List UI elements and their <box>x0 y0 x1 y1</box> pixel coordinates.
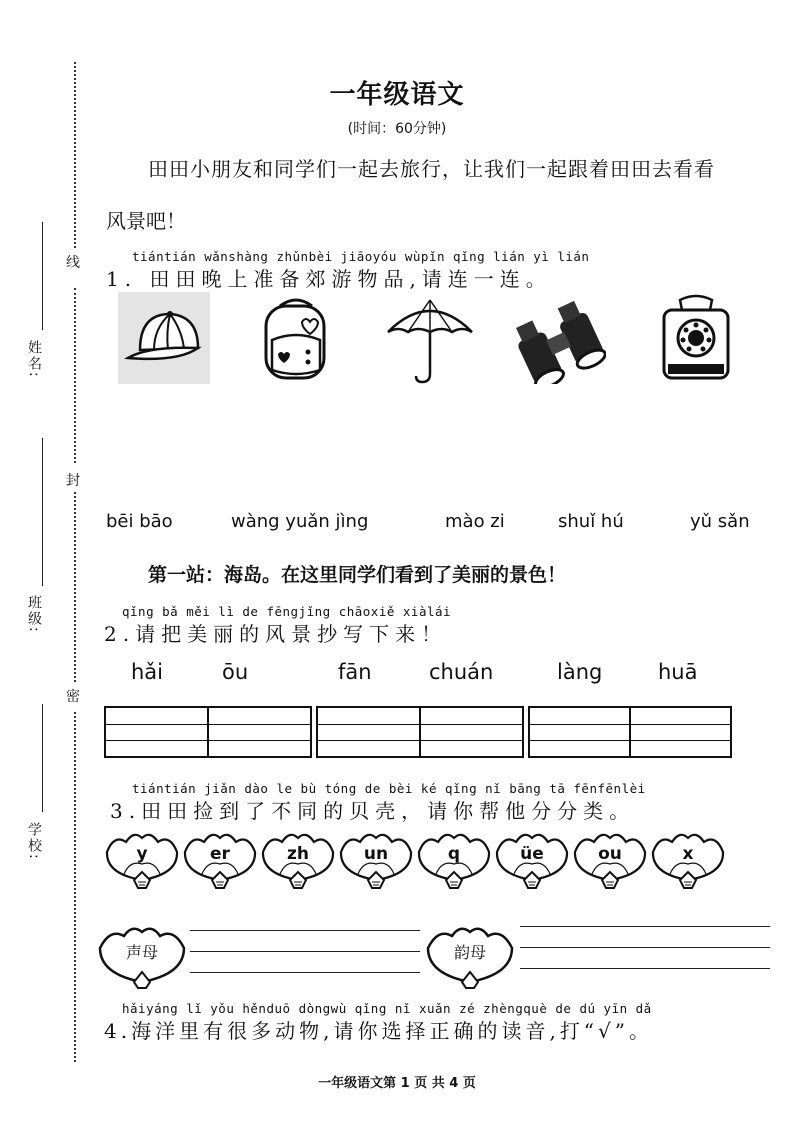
shell-card[interactable] <box>650 830 726 892</box>
shell-letter: er <box>210 844 230 864</box>
word-beibao[interactable]: bēi bāo <box>106 511 173 532</box>
station-1-heading: 第一站：海岛。在这里同学们看到了美丽的景色！ <box>148 564 567 586</box>
word-maozi[interactable]: mào zi <box>445 511 505 532</box>
syllable-fan: fān <box>338 660 372 684</box>
shell-letter: q <box>447 844 461 864</box>
syllable-ou: ōu <box>222 660 249 684</box>
q2-text: 2.请把美丽的风景抄写下来！ <box>104 622 448 646</box>
binoculars-icon[interactable] <box>506 292 598 384</box>
word-wangyuanjing[interactable]: wàng yuǎn jìng <box>231 511 369 532</box>
shell-card[interactable] <box>572 830 648 892</box>
answer-line[interactable] <box>520 968 770 969</box>
exam-duration: (时间：60分钟) <box>347 121 447 137</box>
umbrella-icon[interactable] <box>384 292 476 384</box>
shell-letter: x <box>682 844 694 864</box>
syllable-lang: làng <box>557 660 603 684</box>
dotted-cut-line <box>74 712 76 1062</box>
dotted-cut-line <box>74 288 76 463</box>
shell-letter: zh <box>287 844 309 864</box>
q1-pinyin: tiántián wǎnshàng zhǔnbèi jiāoyóu wùpǐn qǐng lián yì lián <box>132 249 590 264</box>
school-write-line[interactable] <box>42 704 43 812</box>
shell-card[interactable] <box>182 830 258 892</box>
shell-letter: üe <box>520 844 544 864</box>
seal-char-feng: 封 <box>66 468 80 492</box>
writing-cell[interactable] <box>106 708 209 756</box>
cap-icon[interactable] <box>118 292 210 384</box>
answer-line[interactable] <box>190 951 420 952</box>
writing-cell[interactable] <box>530 708 631 756</box>
backpack-icon[interactable] <box>250 292 342 384</box>
q1-text: 1. 田田晚上准备郊游物品,请连一连。 <box>106 267 552 291</box>
writing-cell[interactable] <box>318 708 421 756</box>
intro-line-1: 田田小朋友和同学们一起去旅行，让我们一起跟着田田去看看 <box>148 157 715 181</box>
telephone-icon[interactable] <box>650 292 742 384</box>
category-shell-yunmu <box>424 922 516 990</box>
word-shuihu[interactable]: shuǐ hú <box>558 511 624 532</box>
answer-line[interactable] <box>190 930 420 931</box>
page-title: 一年级语文 <box>329 80 465 110</box>
class-label: 班级: <box>26 595 42 634</box>
school-label: 学校: <box>26 822 42 861</box>
shell-letter: un <box>363 844 389 864</box>
writing-cell[interactable] <box>631 708 730 756</box>
writing-cell[interactable] <box>421 708 522 756</box>
seal-char-xian: 线 <box>66 250 80 274</box>
q3-text: 3.田田捡到了不同的贝壳，请你帮他分分类。 <box>110 799 636 823</box>
dotted-cut-line <box>74 492 76 682</box>
name-write-line[interactable] <box>42 222 43 330</box>
intro-line-2: 风景吧！ <box>106 209 186 233</box>
syllable-hua: huā <box>658 660 698 684</box>
syllable-hai: hǎi <box>131 660 164 684</box>
shell-card[interactable] <box>494 830 570 892</box>
page-footer: 一年级语文第 1 页 共 4 页 <box>318 1076 476 1091</box>
answer-line[interactable] <box>520 926 770 927</box>
seal-char-mi: 密 <box>66 684 80 708</box>
shell-letter: ou <box>598 844 622 864</box>
q4-text: 4.海洋里有很多动物,请你选择正确的读音,打“√”。 <box>104 1019 653 1043</box>
answer-line[interactable] <box>190 972 420 973</box>
writing-grid-langhua[interactable] <box>528 706 732 758</box>
q4-pinyin: hǎiyáng lǐ yǒu hěnduō dòngwù qǐng nǐ xuǎn zé zhèngquè de dú yīn dǎ <box>122 1001 652 1016</box>
q3-pinyin: tiántián jiǎn dào le bù tóng de bèi ké qǐng nǐ bāng tā fēnfēnlèi <box>132 781 646 796</box>
shell-letter: y <box>136 844 148 864</box>
q2-pinyin: qǐng bǎ měi lì de fēngjǐng chāoxiě xiàlái <box>122 604 452 619</box>
writing-cell[interactable] <box>209 708 310 756</box>
category-shell-shengmu <box>96 922 188 990</box>
word-yusan[interactable]: yǔ sǎn <box>690 511 750 532</box>
writing-grid-haiou[interactable] <box>104 706 312 758</box>
shell-card[interactable] <box>104 830 180 892</box>
shell-card[interactable] <box>260 830 336 892</box>
shengmu-label: 声母 <box>125 943 158 962</box>
shell-card[interactable] <box>338 830 414 892</box>
answer-line[interactable] <box>520 947 770 948</box>
writing-grid-fanchuan[interactable] <box>316 706 524 758</box>
name-label: 姓名: <box>26 340 42 379</box>
shell-card[interactable] <box>416 830 492 892</box>
syllable-chuan: chuán <box>429 660 494 684</box>
class-write-line[interactable] <box>42 438 43 586</box>
yunmu-label: 韵母 <box>453 943 486 962</box>
